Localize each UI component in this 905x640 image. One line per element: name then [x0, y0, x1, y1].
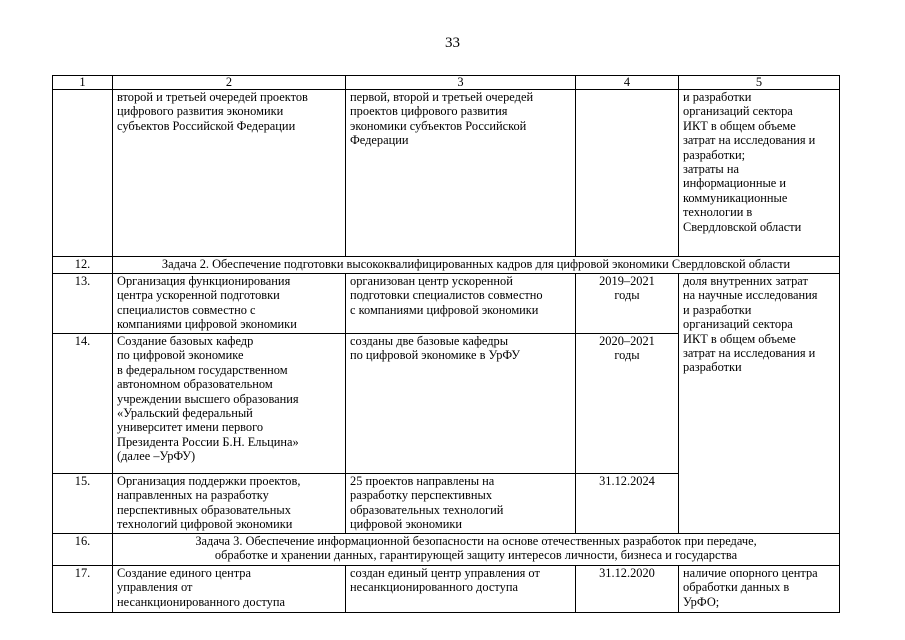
cell-date: 2019–2021 годы	[576, 274, 679, 334]
cell-activity: Организация поддержки проектов, направленных на разработку перспективных образовательных технологий цифровой экономики	[113, 474, 346, 534]
cell-activity: Организация функционирования центра ускоренной подготовки специалистов совместно с компаниями цифровой экономики	[113, 274, 346, 334]
cell-date: 2020–2021 годы	[576, 334, 679, 474]
table-header-row	[53, 76, 840, 90]
header-col-2: 2	[113, 76, 346, 90]
task-heading: Задача 2. Обеспечение подготовки высококвалифицированных кадров для цифровой экономики Свердловской области	[113, 257, 840, 274]
cell-date	[576, 90, 679, 257]
cell-result: 25 проектов направлены на разработку перспективных образовательных технологий цифровой экономики	[346, 474, 576, 534]
cell-num: 12.	[53, 257, 113, 274]
cell-indicator: и разработки организаций сектора ИКТ в общем объеме затрат на исследования и разработки; затраты на информационные и коммуникационные технологии в Свердловской области	[679, 90, 840, 257]
cell-num: 17.	[53, 566, 113, 613]
cell-num: 15.	[53, 474, 113, 534]
cell-result: первой, второй и третьей очередей проектов цифрового развития экономики субъектов Российской Федерации	[346, 90, 576, 257]
cell-indicator: наличие опорного центра обработки данных в УрФО;	[679, 566, 840, 613]
cell-indicator: доля внутренних затрат на научные исследования и разработки организаций сектора ИКТ в общем объеме затрат на исследования и разработки	[679, 274, 840, 534]
table-row-13	[53, 274, 840, 334]
cell-activity: Создание базовых кафедр по цифровой экономике в федеральном государственном автономном образовательном учреждении высшего образования «Уральский федеральный университет имени первого Президента России Б.Н. Ельцина» (далее –УрФУ)	[113, 334, 346, 474]
header-col-1: 1	[53, 76, 113, 90]
cell-date: 31.12.2024	[576, 474, 679, 534]
header-col-5: 5	[679, 76, 840, 90]
table-row-task-2	[53, 257, 840, 274]
cell-num: 14.	[53, 334, 113, 474]
task-heading: Задача 3. Обеспечение информационной безопасности на основе отечественных разработок при передаче, обработке и хранении данных, гарантирующей защиту интересов личности, бизнеса и государства	[113, 534, 840, 566]
cell-result: созданы две базовые кафедры по цифровой экономике в УрФУ	[346, 334, 576, 474]
cell-num: 13.	[53, 274, 113, 334]
header-col-3: 3	[346, 76, 576, 90]
cell-result: создан единый центр управления от несанкционированного доступа	[346, 566, 576, 613]
cell-activity: Создание единого центра управления от несанкционированного доступа	[113, 566, 346, 613]
cell-date: 31.12.2020	[576, 566, 679, 613]
table-row-task-3	[53, 534, 840, 566]
program-table	[52, 75, 840, 613]
cell-result: организован центр ускоренной подготовки специалистов совместно с компаниями цифровой экономики	[346, 274, 576, 334]
cell-num	[53, 90, 113, 257]
page-number: 33	[445, 35, 460, 51]
cell-activity: второй и третьей очередей проектов цифрового развития экономики субъектов Российской Федерации	[113, 90, 346, 257]
table-row-17	[53, 566, 840, 613]
cell-num: 16.	[53, 534, 113, 566]
header-col-4: 4	[576, 76, 679, 90]
table-row-continuation	[53, 90, 840, 257]
